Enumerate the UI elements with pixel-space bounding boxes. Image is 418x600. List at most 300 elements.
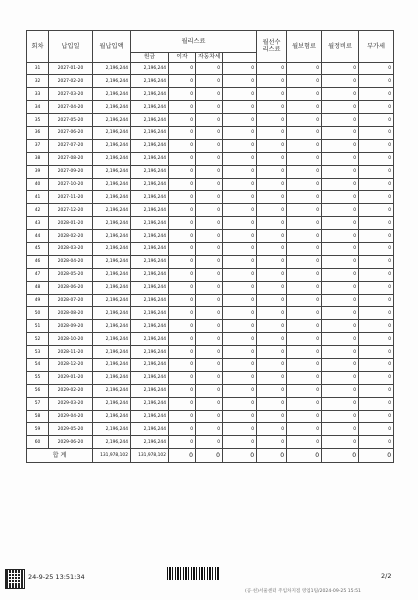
row-insurance: 0 [287, 165, 322, 178]
row-insurance: 0 [287, 255, 322, 268]
row-principal: 0 [169, 436, 196, 449]
row-date: 2027-10-20 [49, 178, 93, 191]
table-row [27, 114, 394, 127]
row-payment: 2,196,244 [93, 320, 131, 333]
row-principal: 0 [169, 230, 196, 243]
row-insurance: 0 [287, 242, 322, 255]
row-principal: 0 [169, 152, 196, 165]
row-maintenance: 0 [322, 165, 359, 178]
row-date: 2027-02-20 [49, 75, 93, 88]
table-row [27, 75, 394, 88]
row-insurance: 0 [287, 178, 322, 191]
row-interest: 0 [196, 230, 223, 243]
row-interest: 0 [196, 152, 223, 165]
barcode-icon [167, 567, 219, 580]
row-interest: 0 [196, 255, 223, 268]
row-interest: 0 [196, 346, 223, 359]
issuer-text: (공·친)서울센터 주임차지점 영업1팀/2024-09-25 15:51 [245, 589, 361, 594]
row-auto-tax: 0 [223, 384, 257, 397]
row-principal: 0 [169, 114, 196, 127]
row-maintenance: 0 [322, 101, 359, 114]
total-interest: 0 [196, 449, 223, 463]
total-payment: 131,978,102 [93, 449, 131, 463]
row-lease: 2,196,244 [131, 346, 169, 359]
row-auto-tax: 0 [223, 410, 257, 423]
total-advance: 0 [257, 449, 287, 463]
row-interest: 0 [196, 62, 223, 75]
row-no: 57 [27, 397, 49, 410]
row-payment: 2,196,244 [93, 436, 131, 449]
row-insurance: 0 [287, 139, 322, 152]
row-maintenance: 0 [322, 371, 359, 384]
row-no: 36 [27, 126, 49, 139]
row-no: 59 [27, 423, 49, 436]
total-auto-tax: 0 [223, 449, 257, 463]
row-no: 56 [27, 384, 49, 397]
row-advance: 0 [257, 88, 287, 101]
row-vat: 0 [359, 152, 394, 165]
row-vat: 0 [359, 191, 394, 204]
row-maintenance: 0 [322, 268, 359, 281]
row-payment: 2,196,244 [93, 307, 131, 320]
row-lease: 2,196,244 [131, 204, 169, 217]
row-principal: 0 [169, 410, 196, 423]
total-lease: 131,978,102 [131, 449, 169, 463]
table-row [27, 333, 394, 346]
row-vat: 0 [359, 384, 394, 397]
row-maintenance: 0 [322, 358, 359, 371]
row-payment: 2,196,244 [93, 75, 131, 88]
row-vat: 0 [359, 281, 394, 294]
row-no: 48 [27, 281, 49, 294]
row-advance: 0 [257, 397, 287, 410]
row-maintenance: 0 [322, 397, 359, 410]
row-interest: 0 [196, 242, 223, 255]
table-row [27, 204, 394, 217]
row-insurance: 0 [287, 423, 322, 436]
row-interest: 0 [196, 397, 223, 410]
row-no: 41 [27, 191, 49, 204]
row-no: 37 [27, 139, 49, 152]
row-payment: 2,196,244 [93, 255, 131, 268]
row-maintenance: 0 [322, 88, 359, 101]
row-maintenance: 0 [322, 436, 359, 449]
row-maintenance: 0 [322, 217, 359, 230]
row-maintenance: 0 [322, 75, 359, 88]
row-lease: 2,196,244 [131, 75, 169, 88]
row-lease: 2,196,244 [131, 294, 169, 307]
row-payment: 2,196,244 [93, 346, 131, 359]
row-interest: 0 [196, 294, 223, 307]
row-auto-tax: 0 [223, 217, 257, 230]
row-advance: 0 [257, 152, 287, 165]
table-row [27, 410, 394, 423]
row-no: 31 [27, 62, 49, 75]
row-date: 2029-01-20 [49, 371, 93, 384]
row-insurance: 0 [287, 371, 322, 384]
row-advance: 0 [257, 178, 287, 191]
row-insurance: 0 [287, 384, 322, 397]
qr-code-icon [6, 570, 24, 588]
row-lease: 2,196,244 [131, 320, 169, 333]
row-maintenance: 0 [322, 230, 359, 243]
row-no: 32 [27, 75, 49, 88]
row-maintenance: 0 [322, 139, 359, 152]
row-lease: 2,196,244 [131, 230, 169, 243]
row-interest: 0 [196, 423, 223, 436]
table-row [27, 152, 394, 165]
row-insurance: 0 [287, 62, 322, 75]
row-insurance: 0 [287, 320, 322, 333]
row-advance: 0 [257, 268, 287, 281]
row-no: 55 [27, 371, 49, 384]
row-no: 60 [27, 436, 49, 449]
row-advance: 0 [257, 320, 287, 333]
row-auto-tax: 0 [223, 62, 257, 75]
row-maintenance: 0 [322, 333, 359, 346]
payment-schedule-table [26, 30, 394, 463]
row-vat: 0 [359, 178, 394, 191]
row-payment: 2,196,244 [93, 268, 131, 281]
row-auto-tax: 0 [223, 191, 257, 204]
row-auto-tax: 0 [223, 281, 257, 294]
row-lease: 2,196,244 [131, 307, 169, 320]
row-auto-tax: 0 [223, 436, 257, 449]
row-lease: 2,196,244 [131, 126, 169, 139]
row-principal: 0 [169, 88, 196, 101]
row-payment: 2,196,244 [93, 333, 131, 346]
row-principal: 0 [169, 268, 196, 281]
header-monthly-advance-lease-fee: 월선수 리스료 [257, 31, 287, 63]
print-timestamp: 24-9-25 13:51:34 [28, 573, 85, 581]
row-interest: 0 [196, 281, 223, 294]
row-vat: 0 [359, 371, 394, 384]
row-no: 50 [27, 307, 49, 320]
row-insurance: 0 [287, 230, 322, 243]
row-payment: 2,196,244 [93, 101, 131, 114]
header-monthly-payment: 월납입액 [93, 31, 131, 63]
row-interest: 0 [196, 320, 223, 333]
row-interest: 0 [196, 139, 223, 152]
row-advance: 0 [257, 410, 287, 423]
row-vat: 0 [359, 165, 394, 178]
row-advance: 0 [257, 114, 287, 127]
row-principal: 0 [169, 397, 196, 410]
table-header-row [27, 31, 394, 53]
row-lease: 2,196,244 [131, 101, 169, 114]
header-interest: 이자 [169, 53, 196, 63]
row-vat: 0 [359, 410, 394, 423]
row-advance: 0 [257, 346, 287, 359]
row-no: 33 [27, 88, 49, 101]
row-principal: 0 [169, 204, 196, 217]
row-vat: 0 [359, 268, 394, 281]
row-no: 54 [27, 358, 49, 371]
row-maintenance: 0 [322, 307, 359, 320]
row-advance: 0 [257, 230, 287, 243]
row-vat: 0 [359, 62, 394, 75]
row-date: 2027-09-20 [49, 165, 93, 178]
row-advance: 0 [257, 139, 287, 152]
row-date: 2028-07-20 [49, 294, 93, 307]
row-principal: 0 [169, 62, 196, 75]
row-date: 2028-10-20 [49, 333, 93, 346]
row-date: 2027-05-20 [49, 114, 93, 127]
row-date: 2028-09-20 [49, 320, 93, 333]
row-auto-tax: 0 [223, 371, 257, 384]
row-advance: 0 [257, 204, 287, 217]
table-body [27, 62, 394, 449]
row-principal: 0 [169, 423, 196, 436]
row-date: 2029-03-20 [49, 397, 93, 410]
table-row [27, 320, 394, 333]
row-principal: 0 [169, 294, 196, 307]
row-payment: 2,196,244 [93, 191, 131, 204]
row-date: 2028-04-20 [49, 255, 93, 268]
row-advance: 0 [257, 371, 287, 384]
row-payment: 2,196,244 [93, 62, 131, 75]
row-lease: 2,196,244 [131, 281, 169, 294]
row-principal: 0 [169, 371, 196, 384]
table-row [27, 255, 394, 268]
row-no: 40 [27, 178, 49, 191]
table-row [27, 436, 394, 449]
table-row [27, 165, 394, 178]
row-maintenance: 0 [322, 191, 359, 204]
row-payment: 2,196,244 [93, 204, 131, 217]
row-advance: 0 [257, 384, 287, 397]
row-insurance: 0 [287, 101, 322, 114]
row-lease: 2,196,244 [131, 62, 169, 75]
row-principal: 0 [169, 101, 196, 114]
table-row [27, 191, 394, 204]
row-auto-tax: 0 [223, 294, 257, 307]
row-no: 51 [27, 320, 49, 333]
row-no: 46 [27, 255, 49, 268]
row-interest: 0 [196, 126, 223, 139]
row-lease: 2,196,244 [131, 384, 169, 397]
row-insurance: 0 [287, 281, 322, 294]
total-maintenance: 0 [322, 449, 359, 463]
row-no: 52 [27, 333, 49, 346]
row-no: 47 [27, 268, 49, 281]
row-lease: 2,196,244 [131, 88, 169, 101]
row-date: 2029-04-20 [49, 410, 93, 423]
table-row [27, 307, 394, 320]
row-lease: 2,196,244 [131, 191, 169, 204]
row-maintenance: 0 [322, 410, 359, 423]
row-maintenance: 0 [322, 204, 359, 217]
table-row [27, 242, 394, 255]
row-vat: 0 [359, 230, 394, 243]
row-no: 34 [27, 101, 49, 114]
row-principal: 0 [169, 333, 196, 346]
row-principal: 0 [169, 191, 196, 204]
row-lease: 2,196,244 [131, 139, 169, 152]
row-payment: 2,196,244 [93, 178, 131, 191]
row-advance: 0 [257, 75, 287, 88]
row-principal: 0 [169, 242, 196, 255]
row-vat: 0 [359, 126, 394, 139]
row-principal: 0 [169, 165, 196, 178]
row-lease: 2,196,244 [131, 397, 169, 410]
row-auto-tax: 0 [223, 320, 257, 333]
row-payment: 2,196,244 [93, 88, 131, 101]
row-auto-tax: 0 [223, 307, 257, 320]
row-no: 43 [27, 217, 49, 230]
row-payment: 2,196,244 [93, 242, 131, 255]
row-auto-tax: 0 [223, 139, 257, 152]
row-date: 2029-02-20 [49, 384, 93, 397]
table-row [27, 346, 394, 359]
row-vat: 0 [359, 242, 394, 255]
row-maintenance: 0 [322, 114, 359, 127]
row-insurance: 0 [287, 217, 322, 230]
row-insurance: 0 [287, 410, 322, 423]
row-interest: 0 [196, 165, 223, 178]
table-row [27, 178, 394, 191]
row-date: 2027-04-20 [49, 101, 93, 114]
row-no: 58 [27, 410, 49, 423]
row-insurance: 0 [287, 75, 322, 88]
row-vat: 0 [359, 320, 394, 333]
row-auto-tax: 0 [223, 165, 257, 178]
row-advance: 0 [257, 126, 287, 139]
row-date: 2027-07-20 [49, 139, 93, 152]
page-number: 2/2 [381, 572, 392, 580]
row-date: 2027-08-20 [49, 152, 93, 165]
row-date: 2028-01-20 [49, 217, 93, 230]
row-vat: 0 [359, 217, 394, 230]
row-insurance: 0 [287, 307, 322, 320]
header-monthly-lease-fee: 월리스료 [131, 31, 257, 53]
row-insurance: 0 [287, 294, 322, 307]
row-payment: 2,196,244 [93, 397, 131, 410]
row-interest: 0 [196, 268, 223, 281]
row-auto-tax: 0 [223, 126, 257, 139]
table-row [27, 230, 394, 243]
row-lease: 2,196,244 [131, 178, 169, 191]
row-interest: 0 [196, 384, 223, 397]
row-lease: 2,196,244 [131, 114, 169, 127]
row-maintenance: 0 [322, 320, 359, 333]
table-row [27, 268, 394, 281]
total-row [27, 449, 394, 463]
row-date: 2028-08-20 [49, 307, 93, 320]
row-advance: 0 [257, 62, 287, 75]
row-interest: 0 [196, 204, 223, 217]
row-maintenance: 0 [322, 346, 359, 359]
row-vat: 0 [359, 423, 394, 436]
table-row [27, 101, 394, 114]
row-auto-tax: 0 [223, 333, 257, 346]
table-row [27, 88, 394, 101]
row-payment: 2,196,244 [93, 294, 131, 307]
row-payment: 2,196,244 [93, 230, 131, 243]
row-vat: 0 [359, 139, 394, 152]
row-interest: 0 [196, 358, 223, 371]
row-lease: 2,196,244 [131, 423, 169, 436]
row-payment: 2,196,244 [93, 371, 131, 384]
row-lease: 2,196,244 [131, 358, 169, 371]
total-principal: 0 [169, 449, 196, 463]
row-principal: 0 [169, 320, 196, 333]
row-principal: 0 [169, 217, 196, 230]
row-no: 44 [27, 230, 49, 243]
row-vat: 0 [359, 358, 394, 371]
row-maintenance: 0 [322, 62, 359, 75]
row-insurance: 0 [287, 126, 322, 139]
row-advance: 0 [257, 165, 287, 178]
row-maintenance: 0 [322, 178, 359, 191]
row-lease: 2,196,244 [131, 268, 169, 281]
header-date: 납입일 [49, 31, 93, 63]
row-insurance: 0 [287, 436, 322, 449]
row-interest: 0 [196, 114, 223, 127]
row-advance: 0 [257, 333, 287, 346]
row-no: 39 [27, 165, 49, 178]
row-no: 53 [27, 346, 49, 359]
row-auto-tax: 0 [223, 242, 257, 255]
header-monthly-insurance: 월보험료 [287, 31, 322, 63]
header-vat: 부가세 [359, 31, 394, 63]
row-principal: 0 [169, 346, 196, 359]
row-lease: 2,196,244 [131, 255, 169, 268]
row-date: 2027-03-20 [49, 88, 93, 101]
row-interest: 0 [196, 371, 223, 384]
row-vat: 0 [359, 101, 394, 114]
row-payment: 2,196,244 [93, 281, 131, 294]
row-date: 2028-05-20 [49, 268, 93, 281]
row-insurance: 0 [287, 191, 322, 204]
row-advance: 0 [257, 255, 287, 268]
row-auto-tax: 0 [223, 423, 257, 436]
row-payment: 2,196,244 [93, 423, 131, 436]
row-lease: 2,196,244 [131, 165, 169, 178]
table-row [27, 139, 394, 152]
row-date: 2027-06-20 [49, 126, 93, 139]
row-advance: 0 [257, 307, 287, 320]
row-payment: 2,196,244 [93, 126, 131, 139]
row-principal: 0 [169, 384, 196, 397]
row-principal: 0 [169, 75, 196, 88]
row-advance: 0 [257, 294, 287, 307]
row-maintenance: 0 [322, 281, 359, 294]
table-row [27, 62, 394, 75]
row-auto-tax: 0 [223, 346, 257, 359]
row-advance: 0 [257, 436, 287, 449]
row-date: 2028-03-20 [49, 242, 93, 255]
row-interest: 0 [196, 178, 223, 191]
row-auto-tax: 0 [223, 178, 257, 191]
row-insurance: 0 [287, 358, 322, 371]
row-lease: 2,196,244 [131, 333, 169, 346]
row-principal: 0 [169, 255, 196, 268]
row-vat: 0 [359, 436, 394, 449]
header-principal: 원금 [131, 53, 169, 63]
row-vat: 0 [359, 397, 394, 410]
row-date: 2027-11-20 [49, 191, 93, 204]
row-insurance: 0 [287, 333, 322, 346]
row-principal: 0 [169, 358, 196, 371]
total-insurance: 0 [287, 449, 322, 463]
row-date: 2028-12-20 [49, 358, 93, 371]
row-vat: 0 [359, 307, 394, 320]
table-row [27, 281, 394, 294]
row-no: 49 [27, 294, 49, 307]
row-payment: 2,196,244 [93, 358, 131, 371]
row-advance: 0 [257, 191, 287, 204]
